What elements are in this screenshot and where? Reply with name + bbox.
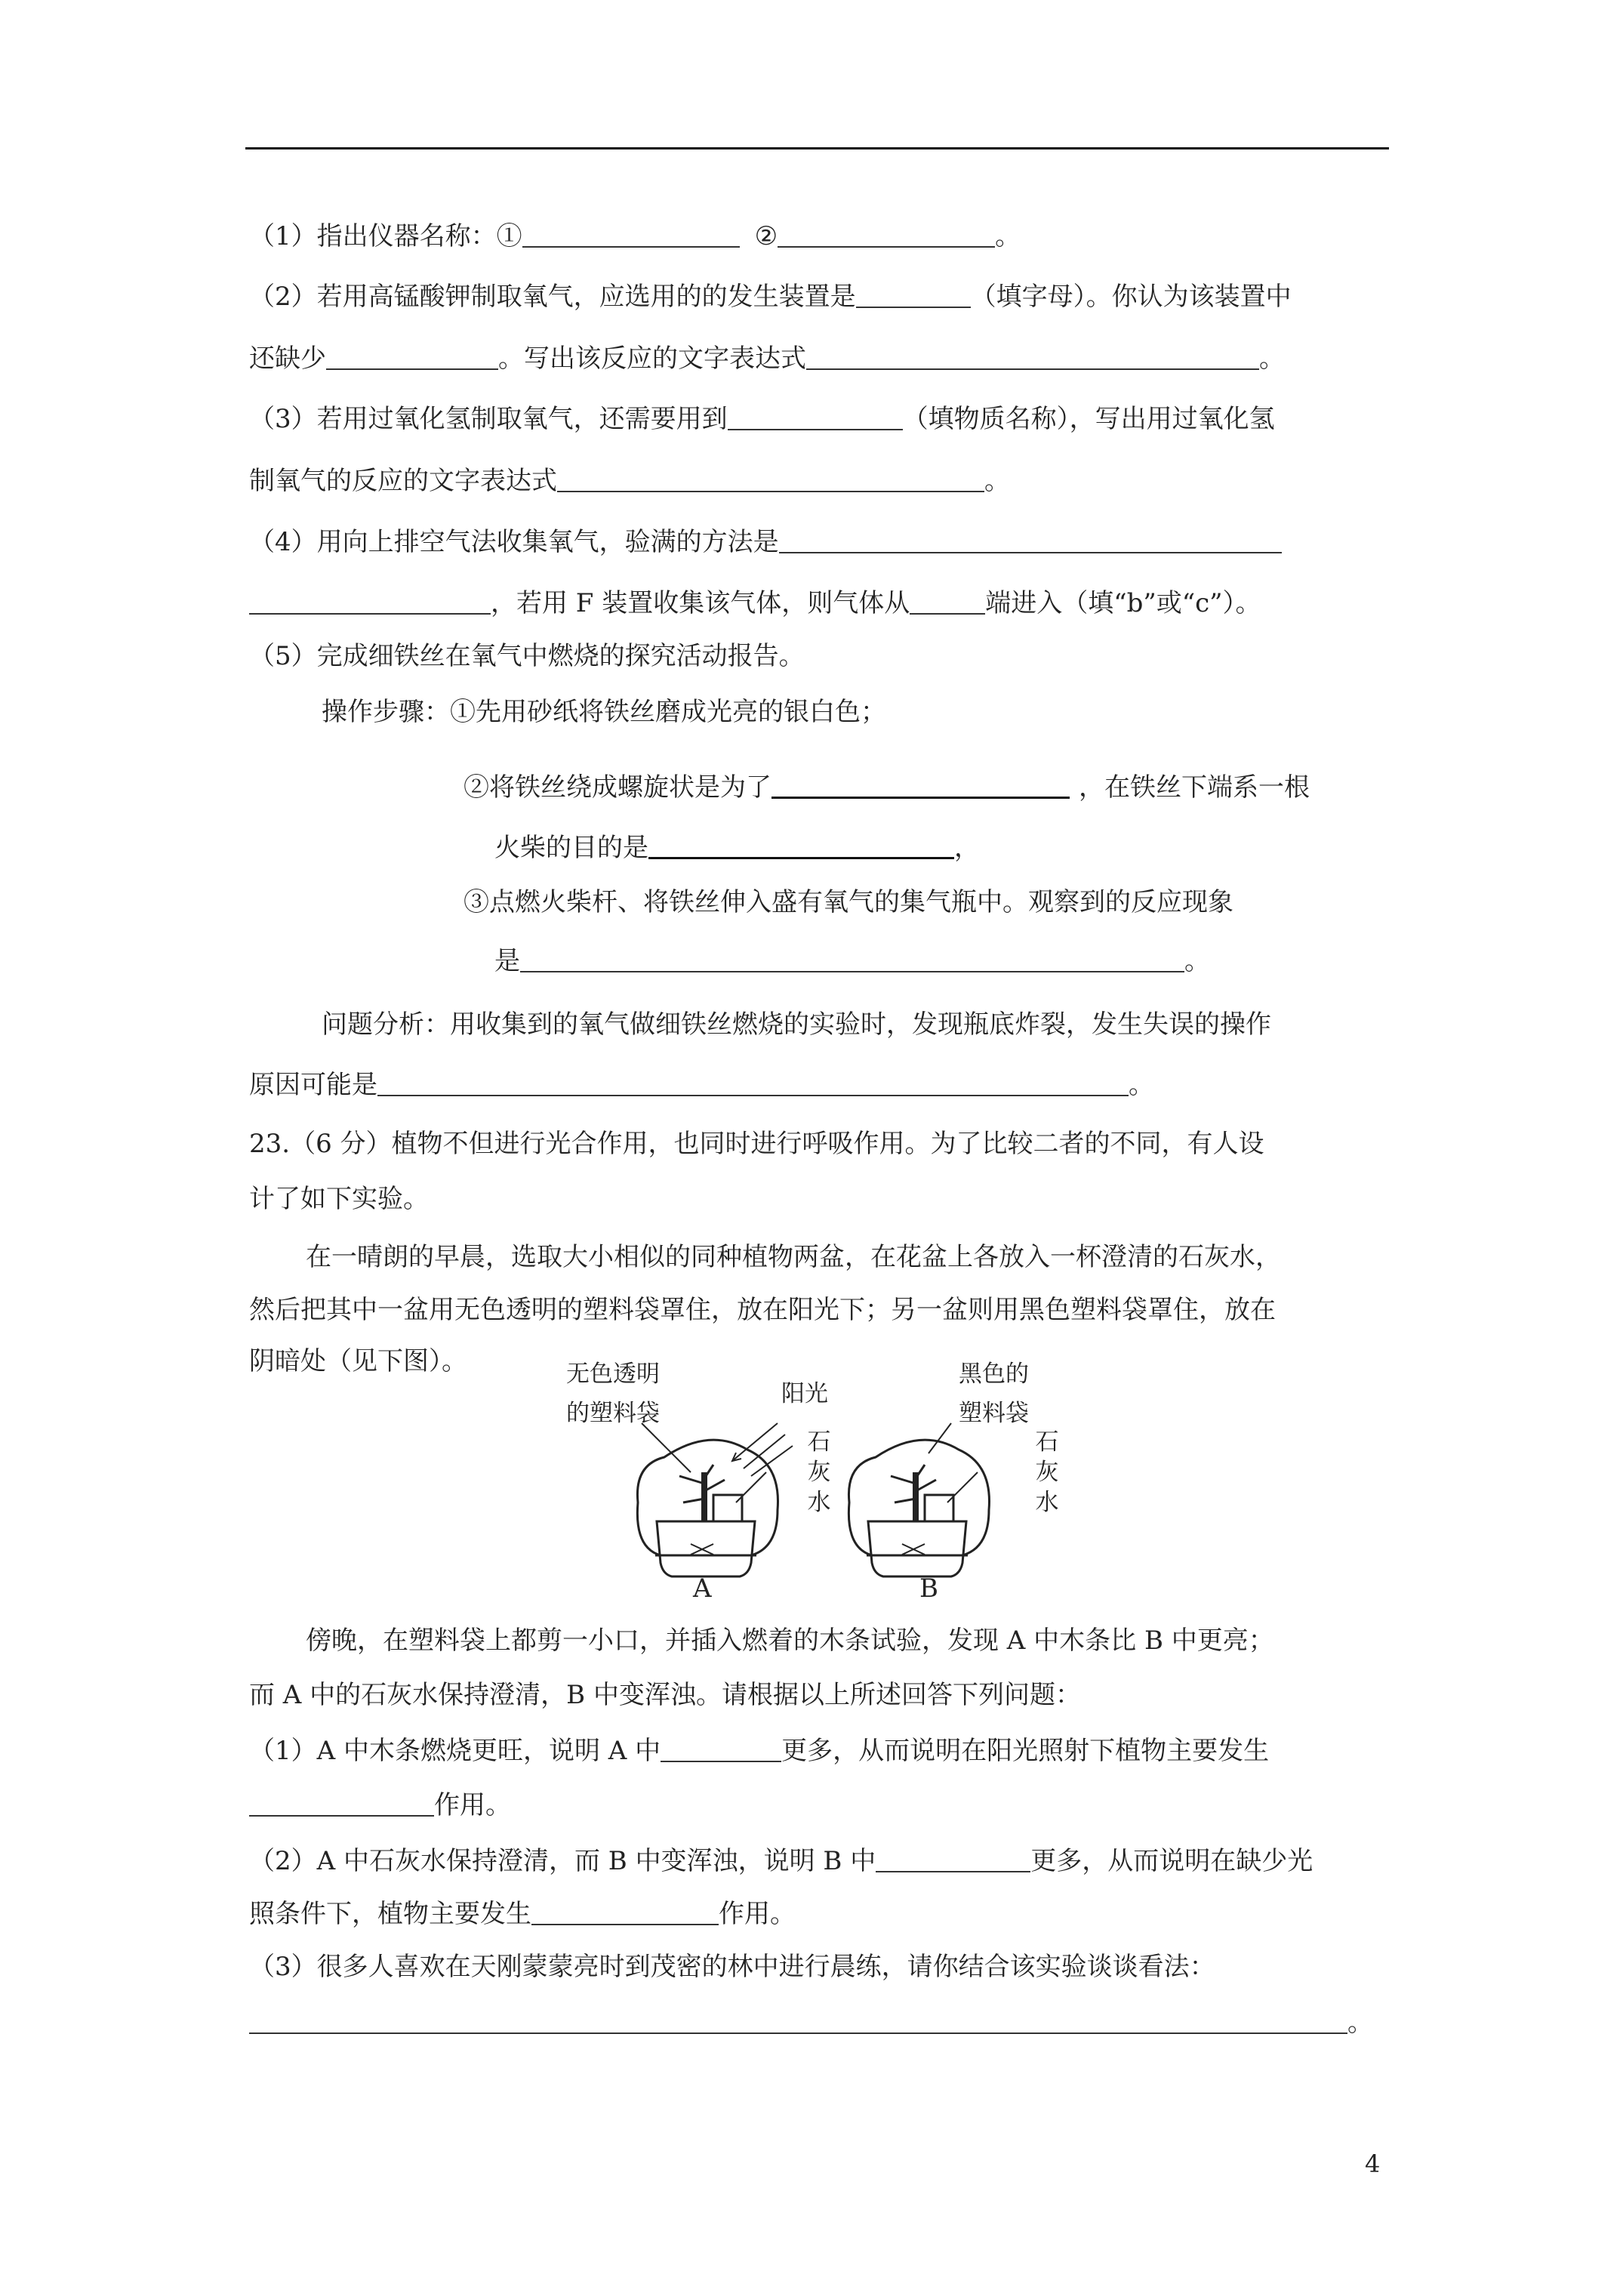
paragraph-3: 阴暗处（见下图）。 — [249, 1346, 467, 1376]
answer-blank[interactable] — [806, 346, 1259, 370]
answer-blank[interactable] — [249, 590, 491, 615]
analysis-line-1: 问题分析：用收集到的氧气做细铁丝燃烧的实验时，发现瓶底炸裂，发生失误的操作 — [322, 1009, 1271, 1040]
answer-blank[interactable] — [728, 406, 903, 430]
q3-line-2: 制氧气的反应的文字表达式 。 — [249, 466, 1010, 496]
sub-q1-line-2: 作用。 — [249, 1788, 511, 1823]
q23-line-1: 23.（6 分）植物不但进行光合作用，也同时进行呼吸作用。为了比较二者的不同，有人设 — [249, 1129, 1264, 1159]
answer-blank[interactable] — [377, 1072, 1129, 1096]
page-number: 4 — [1365, 2150, 1381, 2178]
figure-label-a: A — [693, 1573, 712, 1604]
answer-blank[interactable] — [531, 1901, 719, 1925]
answer-blank[interactable] — [778, 223, 995, 248]
paragraph-4: 傍晚，在塑料袋上都剪一小口，并插入燃着的木条试验，发现 A 中木条比 B 中更亮； — [306, 1626, 1274, 1656]
sub-q3-line-1: （3）很多人喜欢在天刚蒙蒙亮时到茂密的林中进行晨练，请你结合该实验谈谈看法： — [249, 1952, 1215, 1982]
bag-b-label-line1: 黑色的 — [959, 1361, 1029, 1388]
q4-line-2: ，若用 F 装置收集该气体，则气体从 端进入（填“b”或“c”）。 — [249, 586, 1261, 621]
bag-a-label-line2: 的塑料袋 — [566, 1400, 660, 1427]
paragraph-1: 在一晴朗的早晨，选取大小相似的同种植物两盆，在花盆上各放入一杯澄清的石灰水， — [306, 1242, 1281, 1272]
answer-blank[interactable] — [771, 774, 1070, 799]
answer-blank[interactable] — [661, 1738, 781, 1762]
step1-line: 操作步骤：①先用砂纸将铁丝磨成光亮的银白色； — [322, 697, 886, 727]
step3-line-1: ③点燃火柴杆、将铁丝伸入盛有氧气的集气瓶中。观察到的反应现象 — [463, 887, 1233, 917]
q2-line-2: 还缺少 。写出该反应的文字表达式 。 — [249, 344, 1285, 374]
bag-b-label-line2: 塑料袋 — [959, 1400, 1029, 1427]
experiment-figure — [551, 1351, 1079, 1608]
answer-blank[interactable] — [779, 529, 1282, 553]
q2-line-1: （2）若用高锰酸钾制取氧气，应选用的的发生装置是 （填字母）。你认为该装置中 — [249, 282, 1292, 312]
answer-blank[interactable] — [648, 834, 954, 859]
answer-blank[interactable] — [522, 223, 740, 248]
step2-line-2: 火柴的目的是 ， — [494, 833, 980, 863]
q4-line-1: （4）用向上排空气法收集氧气，验满的方法是 — [249, 525, 1282, 559]
q1-line: （1）指出仪器名称：① ② 。 — [249, 221, 1021, 251]
answer-blank[interactable] — [856, 284, 971, 308]
limewater-b-label: 石灰水 — [1035, 1428, 1059, 1516]
answer-blank[interactable] — [557, 468, 984, 492]
figure-label-b: B — [919, 1573, 938, 1604]
plant-b-drawing — [848, 1440, 989, 1576]
plant-a-drawing — [637, 1440, 778, 1576]
limewater-a-label: 石灰水 — [807, 1428, 831, 1516]
sub-q2-line-1: （2）A 中石灰水保持澄清，而 B 中变浑浊，说明 B 中 更多，从而说明在缺少光 — [249, 1846, 1313, 1876]
q23-line-2: 计了如下实验。 — [249, 1184, 429, 1214]
sub-q3-line-2: 。 — [249, 2005, 1373, 2040]
q5-line: （5）完成细铁丝在氧气中燃烧的探究活动报告。 — [249, 641, 805, 671]
answer-blank[interactable] — [876, 1848, 1030, 1872]
answer-blank[interactable] — [326, 346, 498, 370]
step3-line-2: 是 。 — [494, 946, 1210, 976]
paragraph-2: 然后把其中一盆用无色透明的塑料袋罩住，放在阳光下；另一盆则用黑色塑料袋罩住，放在 — [249, 1295, 1276, 1325]
q3-line-1: （3）若用过氧化氢制取氧气，还需要用到 （填物质名称），写出用过氧化氢 — [249, 404, 1275, 434]
bag-a-label-line1: 无色透明 — [566, 1361, 660, 1388]
step2-line-1: ②将铁丝绕成螺旋状是为了 ，在铁丝下端系一根 — [463, 772, 1310, 803]
sunlight-label: 阳光 — [781, 1380, 828, 1407]
answer-blank[interactable] — [249, 1792, 434, 1817]
sub-q1-line-1: （1）A 中木条燃烧更旺，说明 A 中 更多，从而说明在阳光照射下植物主要发生 — [249, 1736, 1270, 1766]
answer-blank[interactable] — [249, 2010, 1347, 2034]
paragraph-5: 而 A 中的石灰水保持澄清，B 中变浑浊。请根据以上所述回答下列问题： — [249, 1680, 1081, 1710]
analysis-line-2: 原因可能是 。 — [249, 1070, 1154, 1100]
header-rule — [245, 147, 1389, 149]
answer-blank[interactable] — [520, 948, 1184, 972]
answer-blank[interactable] — [910, 590, 985, 615]
sunlight-arrows — [732, 1423, 793, 1476]
sub-q2-line-2: 照条件下，植物主要发生 作用。 — [249, 1899, 796, 1929]
